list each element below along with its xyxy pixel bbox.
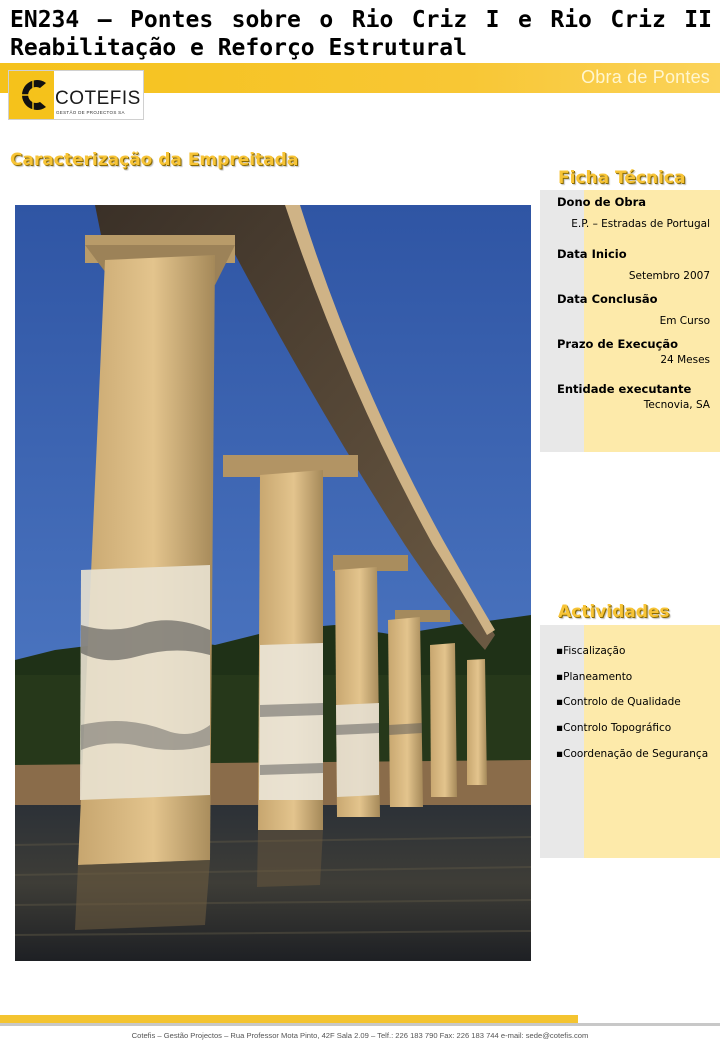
field-label: Entidade executante [557,382,692,396]
cotefis-logo [8,70,144,120]
actividade-item: ▪Fiscalização [556,645,626,657]
logo-name: COTEFIS [55,88,141,109]
section-title-caracterizacao: Caracterização da Empreitada [10,150,299,170]
field-label: Data Inicio [557,247,627,261]
ficha-field-dono [540,195,710,230]
title-line-1: EN234 – Pontes sobre o Rio Criz I e Rio Criz II [10,7,712,33]
field-value: Setembro 2007 [628,270,710,282]
field-value: E.P. – Estradas de Portugal [571,218,710,230]
field-label: Dono de Obra [557,195,647,209]
ficha-tecnica-panel [540,190,720,452]
field-value: Em Curso [659,315,710,327]
footer-contact: Cotefis – Gestão Projectos – Rua Professor Mota Pinto, 42F Sala 2.09 – Telf.: 226 183 790 Fax: 226 183 744 e-mail: sede@cotefis.com [131,1031,589,1040]
footer-accent-bar [0,1015,578,1023]
actividade-item: ▪Planeamento [556,671,633,683]
footer-divider [0,1023,720,1026]
title-line-2: Reabilitação e Reforço Estrutural [10,35,467,61]
field-value: Tecnovia, SA [643,399,710,411]
logo-subtitle: GESTÃO DE PROJECTOS SA [56,110,125,115]
section-title-ficha-tecnica: Ficha Técnica [558,168,686,188]
field-value: 24 Meses [660,354,710,366]
ficha-field-data-conclusao [540,292,710,327]
section-title-actividades: Actividades [558,602,670,622]
ficha-field-data-inicio [540,247,710,282]
field-label: Prazo de Execução [557,337,679,351]
actividade-item: ▪Coordenação de Segurança [556,748,709,760]
ficha-field-prazo [540,337,710,366]
field-label: Data Conclusão [557,292,658,306]
page-title [10,6,712,62]
actividade-item: ▪Controlo Topográfico [556,722,672,734]
bridge-photo [15,205,531,961]
header-tagline: Obra de Pontes [581,67,710,87]
actividades-panel [540,625,720,858]
ficha-field-entidade [540,382,710,411]
actividade-item: ▪Controlo de Qualidade [556,696,681,708]
